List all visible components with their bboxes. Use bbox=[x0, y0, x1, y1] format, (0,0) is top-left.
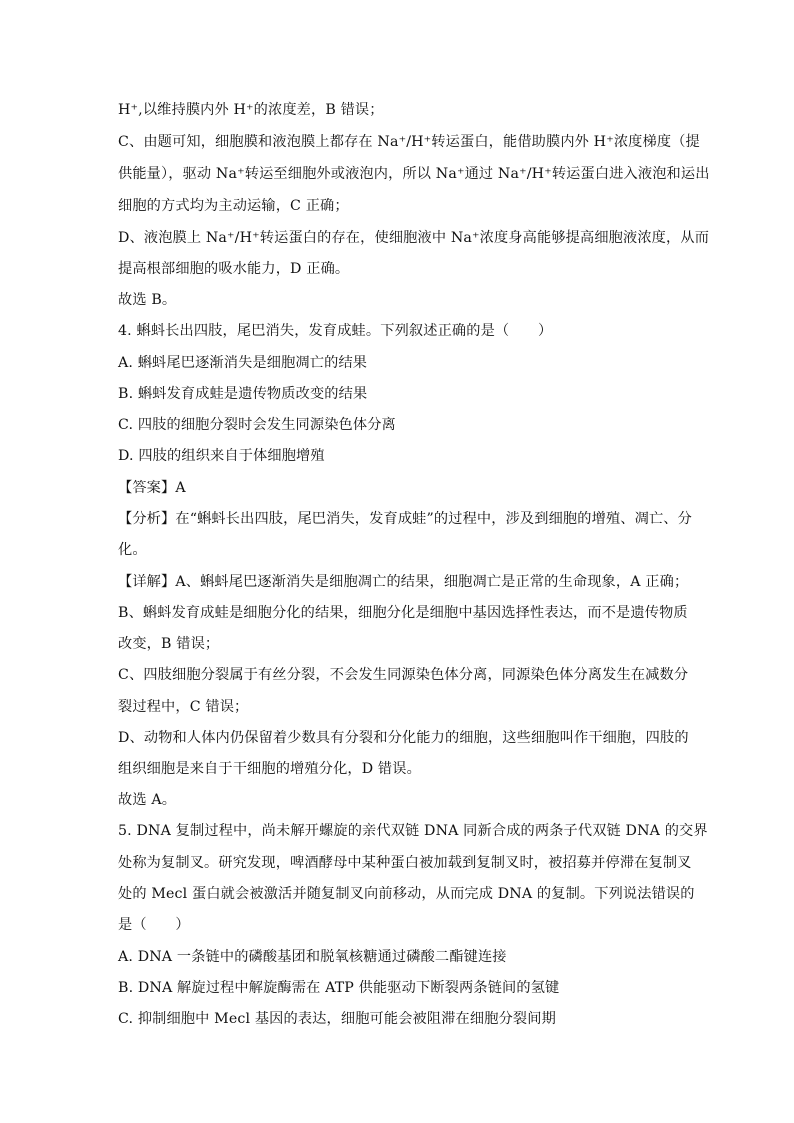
option-d: D. 四肢的组织来自于体细胞增殖 bbox=[118, 448, 325, 464]
text-line: 细胞的方式均为主动运输，C 正确； bbox=[118, 198, 349, 214]
text-line: 改变，B 错误； bbox=[118, 636, 220, 652]
option-a: A. 蝌蚪尾巴逐渐消失是细胞凋亡的结果 bbox=[118, 355, 368, 371]
text-line: B、蝌蚪发育成蛙是细胞分化的结果，细胞分化是细胞中基因选择性表达，而不是遗传物质 bbox=[118, 605, 688, 621]
text-line: C、四肢细胞分裂属于有丝分裂，不会发生同源染色体分离，同源染色体分离发生在减数分 bbox=[118, 667, 689, 683]
explanation-line: 【详解】A、蝌蚪尾巴逐渐消失是细胞凋亡的结果，细胞凋亡是正常的生命现象，A 正确； bbox=[118, 574, 689, 590]
text-line: 供能量），驱动 Na⁺转运至细胞外或液泡内，所以 Na⁺通过 Na⁺/H⁺转运蛋白进入液泡和运出 bbox=[118, 166, 710, 182]
text-line: C、由题可知，细胞膜和液泡膜上都存在 Na⁺/H⁺转运蛋白，能借助膜内外 H⁺浓度梯度（提 bbox=[118, 134, 700, 150]
text-line: 处称为复制叉。研究发现，啤酒酵母中某种蛋白被加载到复制叉时，被招募并停滞在复制叉 bbox=[118, 855, 692, 871]
text-line: D、动物和人体内仍保留着少数具有分裂和分化能力的细胞，这些细胞叫作干细胞，四肢的 bbox=[118, 730, 689, 746]
text-line: 故选 B。 bbox=[118, 292, 177, 308]
text-line: 化。 bbox=[118, 542, 147, 558]
answer-line: 【答案】A bbox=[118, 480, 186, 496]
text-line: D、液泡膜上 Na⁺/H⁺转运蛋白的存在，使细胞液中 Na⁺浓度身高能够提高细胞液浓度，从而 bbox=[118, 230, 710, 246]
text-line: 提高根部细胞的吸水能力，D 正确。 bbox=[118, 261, 350, 277]
question-5-stem: 5. DNA 复制过程中，尚未解开螺旋的亲代双链 DNA 同新合成的两条子代双链 DNA 的交界 bbox=[118, 823, 708, 839]
option-a: A. DNA 一条链中的磷酸基团和脱氧核糖通过磷酸二酯键连接 bbox=[118, 949, 507, 965]
text-line: 裂过程中，C 错误； bbox=[118, 699, 249, 715]
question-4-stem: 4. 蝌蚪长出四肢，尾巴消失，发育成蛙。下列叙述正确的是（ ） bbox=[118, 323, 553, 339]
option-c: C. 四肢的细胞分裂时会发生同源染色体分离 bbox=[118, 417, 396, 433]
text-line: 处的 Mecl 蛋白就会被激活并随复制叉向前移动，从而完成 DNA 的复制。下列说法错误的 bbox=[118, 886, 695, 902]
option-b: B. 蝌蚪发育成蛙是遗传物质改变的结果 bbox=[118, 386, 368, 402]
text-line: 是（ ） bbox=[118, 917, 190, 933]
analysis-line: 【分析】在“蝌蚪长出四肢，尾巴消失，发育成蛙”的过程中，涉及到细胞的增殖、凋亡、分 bbox=[118, 511, 692, 527]
text-line: 组织细胞是来自于干细胞的增殖分化，D 错误。 bbox=[118, 761, 421, 777]
text-line: H⁺,以维持膜内外 H⁺的浓度差，B 错误； bbox=[118, 102, 384, 118]
text-line: 故选 A。 bbox=[118, 792, 177, 808]
option-c: C. 抑制细胞中 Mecl 基因的表达，细胞可能会被阻滞在细胞分裂间期 bbox=[118, 1011, 556, 1027]
option-b: B. DNA 解旋过程中解旋酶需在 ATP 供能驱动下断裂两条链间的氢键 bbox=[118, 980, 560, 996]
